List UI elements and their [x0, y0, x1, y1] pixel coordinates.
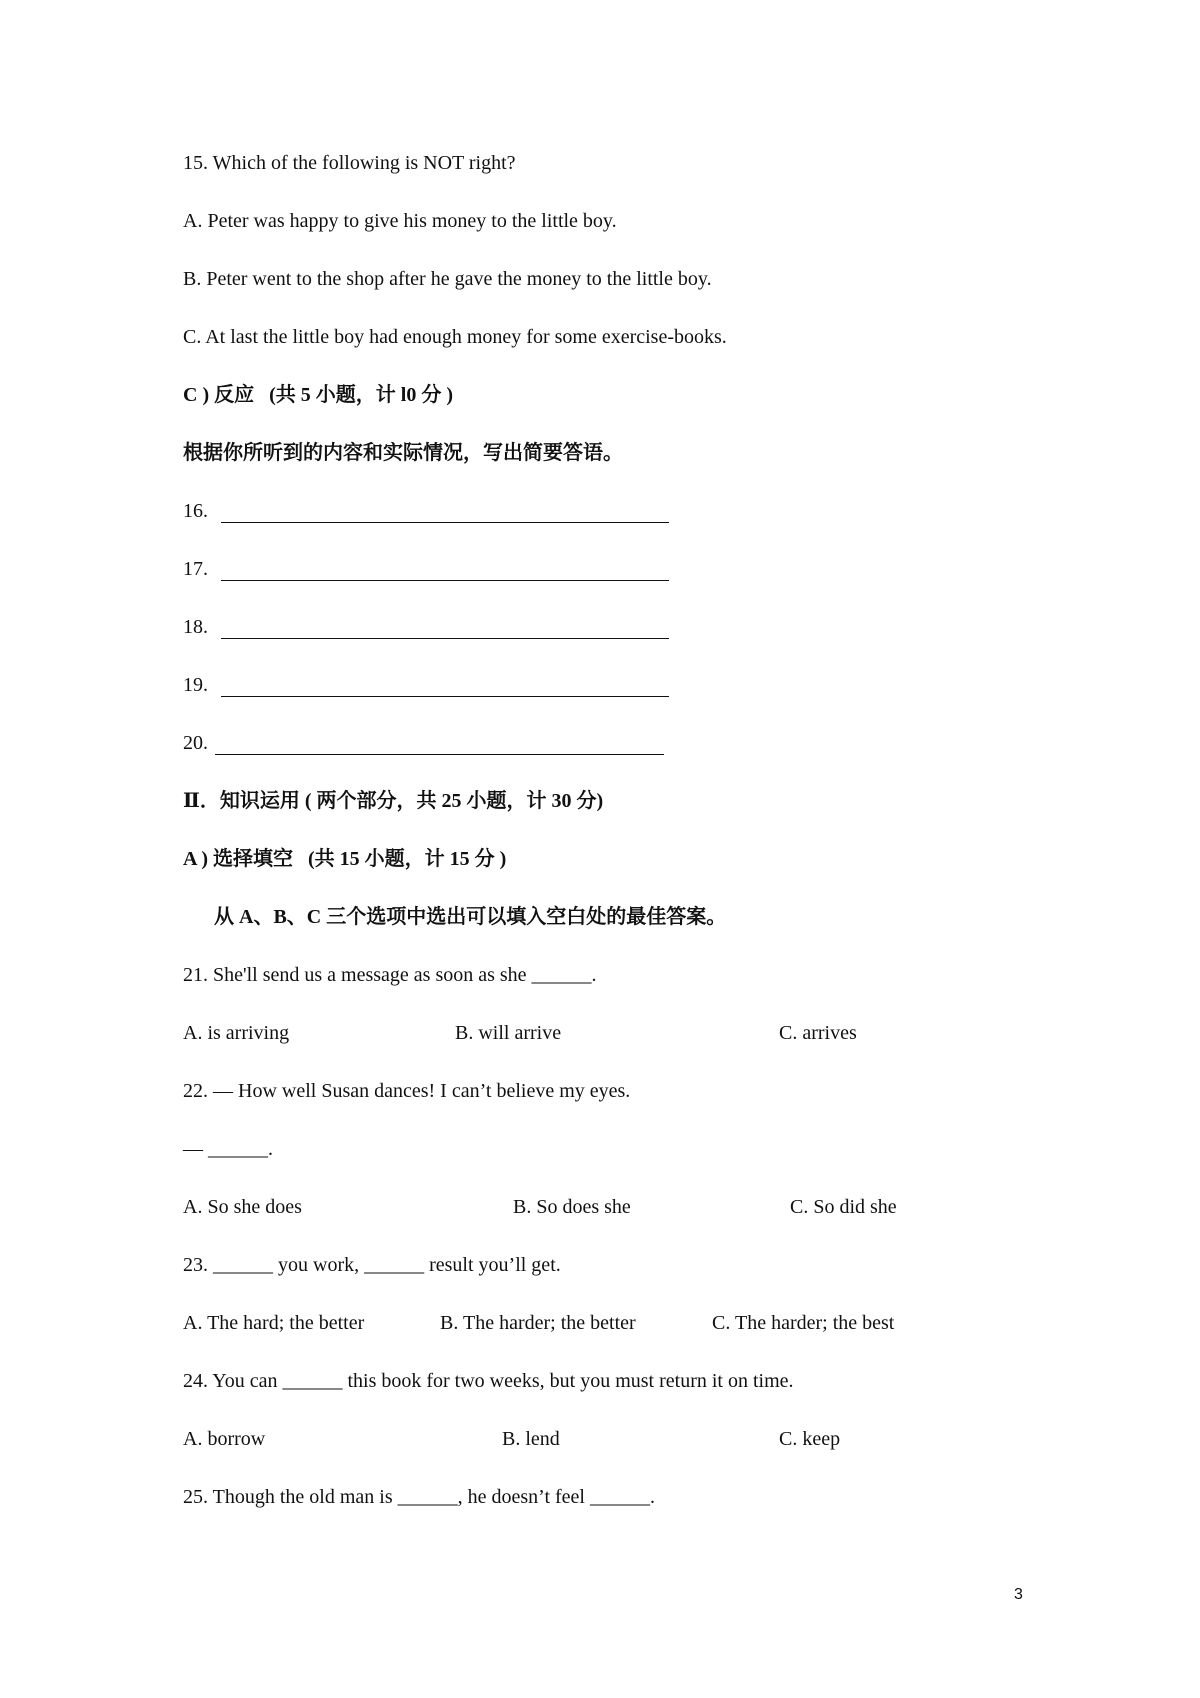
- blank-number: 18.: [183, 616, 208, 638]
- part-2-heading: Ⅱ．知识运用 ( 两个部分，共 25 小题，计 30 分): [183, 790, 604, 812]
- answer-line: [221, 580, 669, 581]
- q15-option-b: B. Peter went to the shop after he gave the money to the little boy.: [183, 268, 712, 290]
- section-a-heading: A ) 选择填空 (共 15 小题，计 15 分 ): [183, 848, 507, 870]
- q23-option-c: C. The harder; the best: [712, 1312, 895, 1334]
- q22-reply: — ______.: [183, 1138, 273, 1160]
- q15-option-a: A. Peter was happy to give his money to the little boy.: [183, 210, 617, 232]
- page-number: 3: [1014, 1586, 1023, 1603]
- q15-stem: 15. Which of the following is NOT right?: [183, 152, 516, 174]
- answer-blank-16[interactable]: [183, 497, 208, 525]
- q21-option-a: A. is arriving: [183, 1022, 290, 1044]
- blank-number: 20.: [183, 732, 208, 754]
- q22-stem: 22. — How well Susan dances! I can’t believe my eyes.: [183, 1080, 631, 1102]
- q23-option-b: B. The harder; the better: [440, 1312, 636, 1334]
- answer-line: [221, 696, 669, 697]
- answer-line: [215, 754, 664, 755]
- section-c-instruction: 根据你所听到的内容和实际情况，写出简要答语。: [183, 442, 623, 464]
- q25-stem: 25. Though the old man is ______, he doesn’t feel ______.: [183, 1486, 655, 1508]
- q23-option-a: A. The hard; the better: [183, 1312, 365, 1334]
- q21-option-c: C. arrives: [779, 1022, 857, 1044]
- q22-option-c: C. So did she: [790, 1196, 897, 1218]
- section-c-heading: C ) 反应 (共 5 小题，计 l0 分 ): [183, 384, 453, 406]
- answer-blank-17[interactable]: [183, 555, 208, 583]
- answer-line: [221, 522, 669, 523]
- section-a-instruction: 从 A、B、C 三个选项中选出可以填入空白处的最佳答案。: [214, 906, 727, 928]
- answer-blank-20[interactable]: [183, 729, 208, 757]
- q22-option-a: A. So she does: [183, 1196, 302, 1218]
- q24-option-c: C. keep: [779, 1428, 841, 1450]
- answer-blank-18[interactable]: [183, 613, 208, 641]
- q24-stem: 24. You can ______ this book for two weeks, but you must return it on time.: [183, 1370, 794, 1392]
- q21-stem: 21. She'll send us a message as soon as she ______.: [183, 964, 597, 986]
- q22-option-b: B. So does she: [513, 1196, 631, 1218]
- q24-option-b: B. lend: [502, 1428, 560, 1450]
- q15-option-c: C. At last the little boy had enough money for some exercise-books.: [183, 326, 727, 348]
- answer-line: [221, 638, 669, 639]
- blank-number: 16.: [183, 500, 208, 522]
- blank-number: 17.: [183, 558, 208, 580]
- answer-blank-19[interactable]: [183, 671, 208, 699]
- blank-number: 19.: [183, 674, 208, 696]
- q23-stem: 23. ______ you work, ______ result you’ll get.: [183, 1254, 561, 1276]
- q24-option-a: A. borrow: [183, 1428, 266, 1450]
- q21-option-b: B. will arrive: [455, 1022, 562, 1044]
